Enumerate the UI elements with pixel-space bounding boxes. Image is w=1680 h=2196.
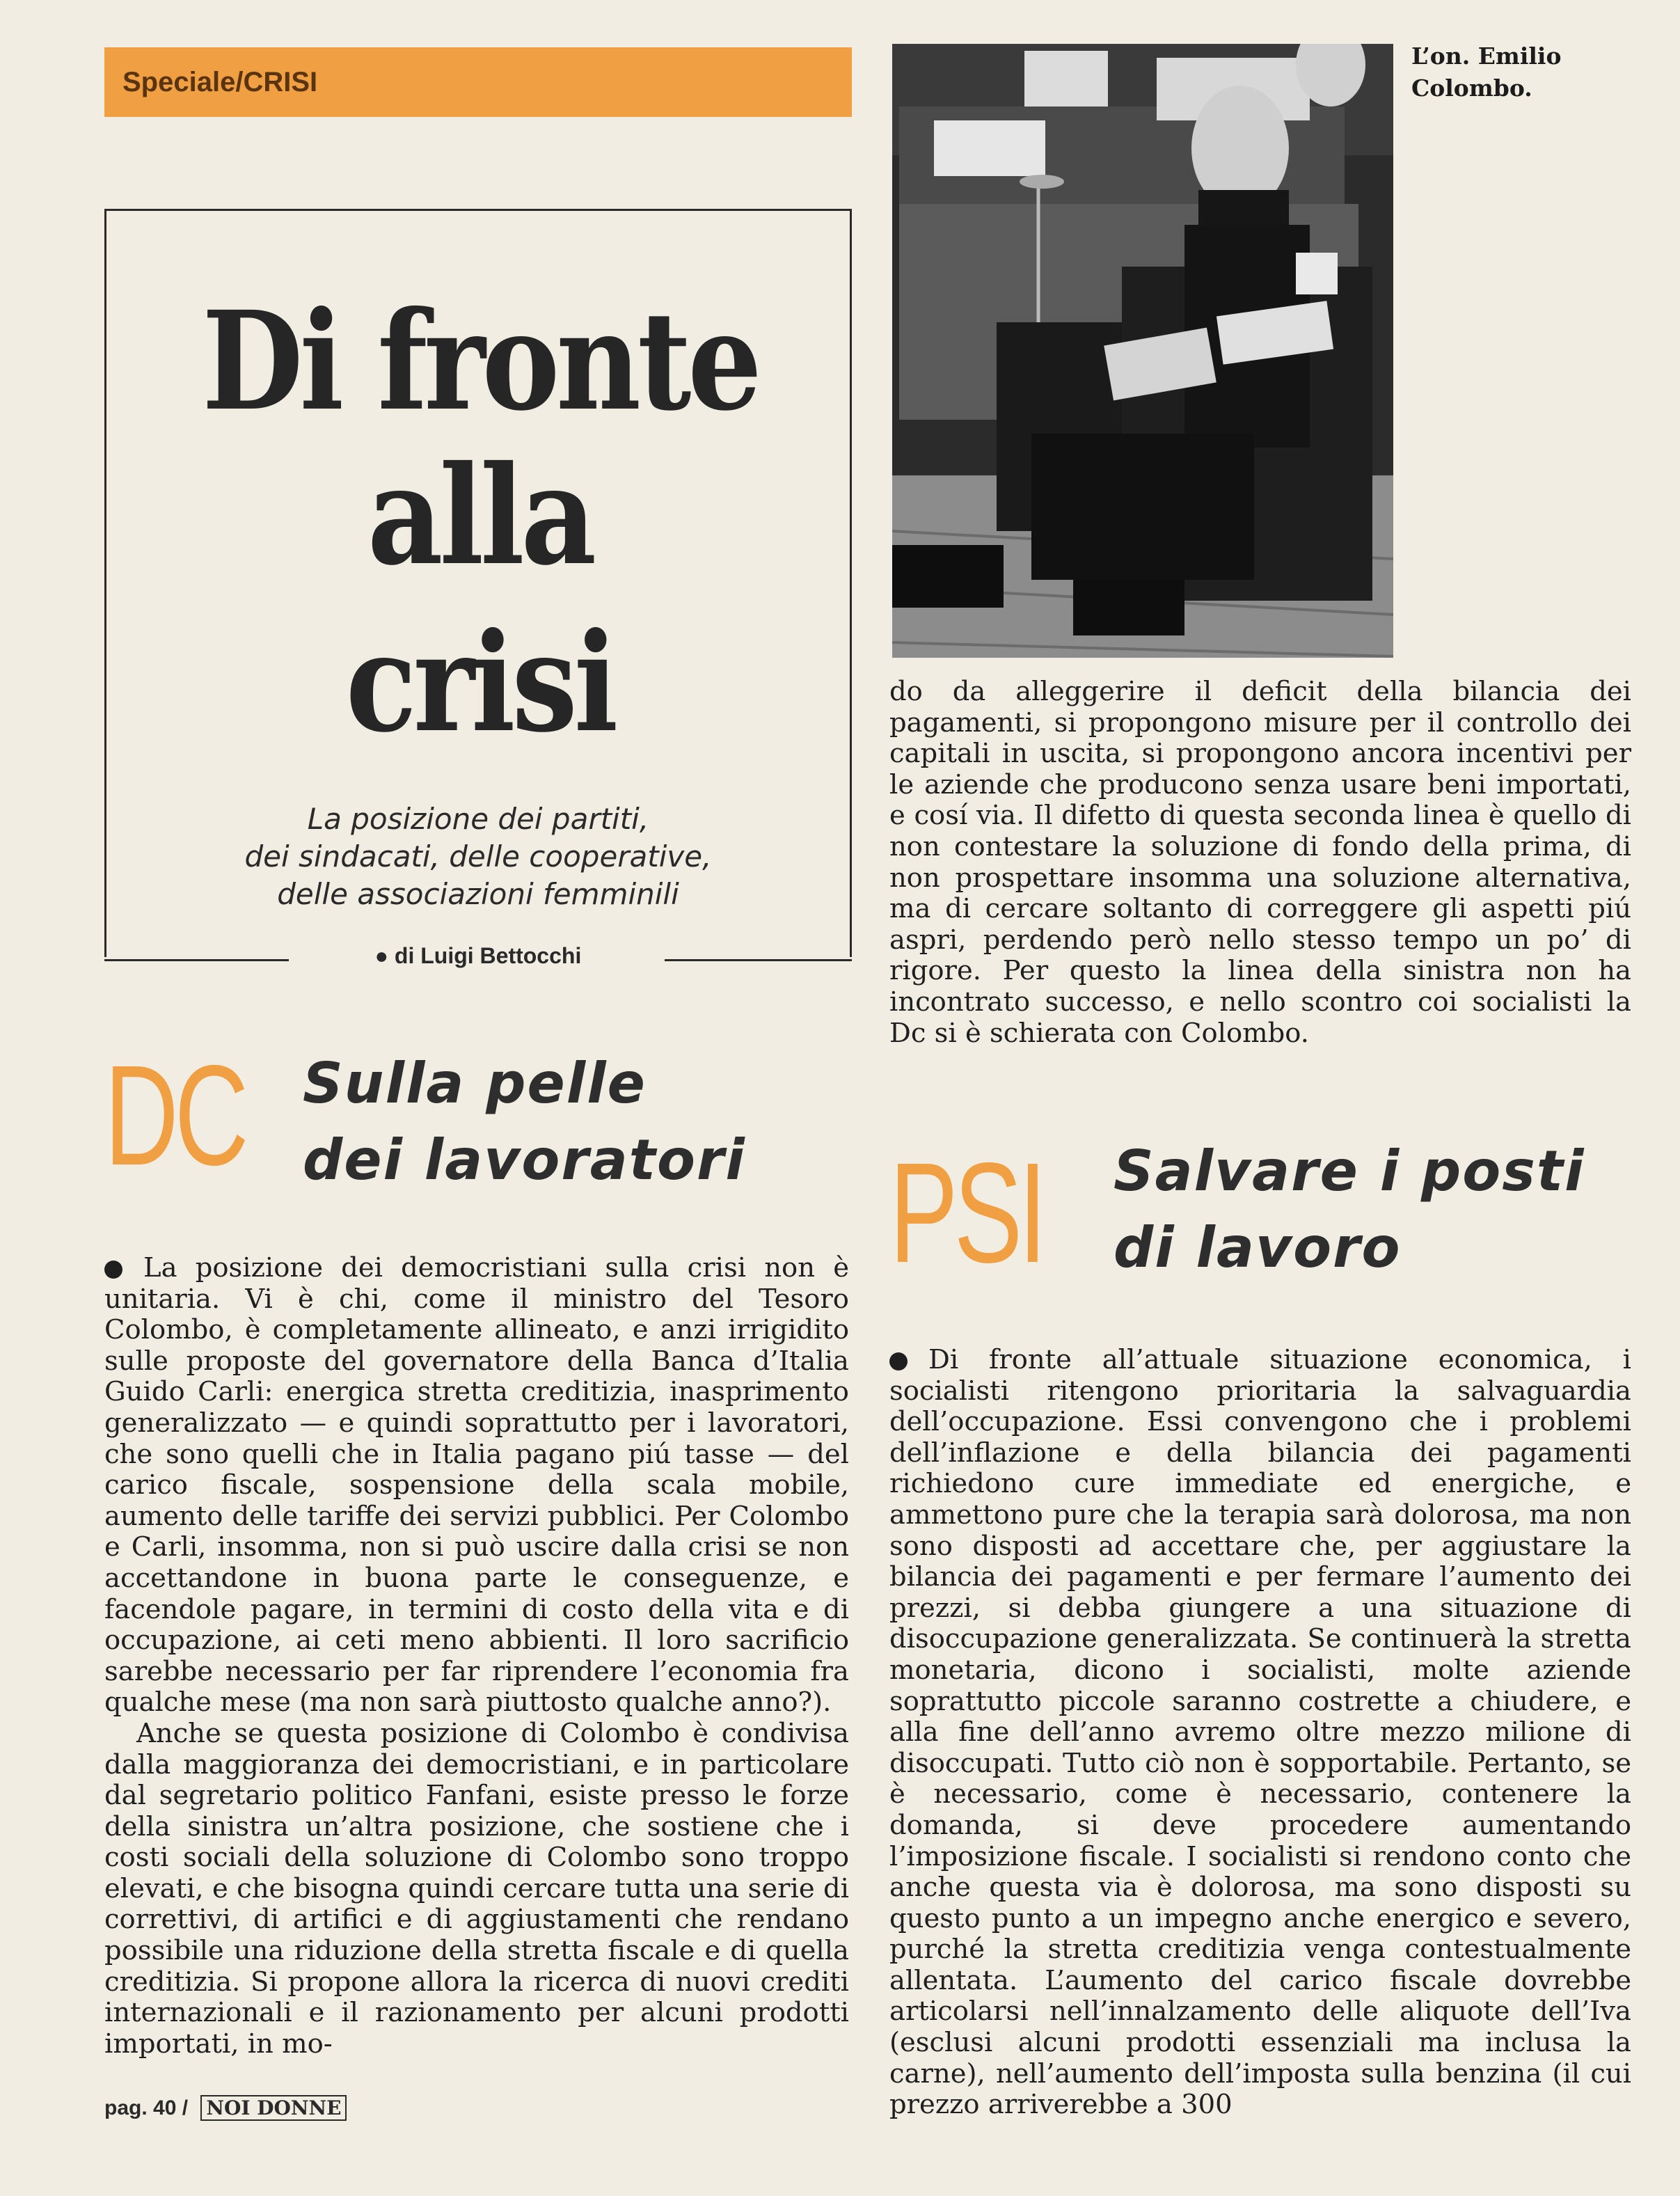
dc-body (104, 1253, 849, 2060)
psi-body (889, 1345, 1631, 2121)
headline-line-1: Di fronte (202, 281, 759, 441)
subtitle (104, 800, 852, 913)
section-banner (104, 47, 852, 117)
bullet-icon (104, 1261, 122, 1279)
subtitle-line-3: delle associazioni femminili (277, 877, 679, 911)
page-number: pag. 40 (104, 2096, 177, 2119)
section-label: Speciale/CRISI (122, 66, 318, 97)
dc-continuation-text: do da alleggerire il deficit della bilancia dei pagamenti, si propongono misure per il controllo dei capitali in uscita, si propongono ancora incentivi per le aziende che producono senza usare beni importati, e cosí via. Il difetto di questa seconda linea è quello di non contestare la soluzione di fondo della prima, di non prospettare insomma una soluzione alternativa, ma di cercare soltanto di correggere gli aspetti piú aspri, perdendo però nello stesso tempo un po’ di rigore. Per questo la linea della sinistra non ha incontrato successo, e nello scontro coi socialisti la Dc si è schierata con Colombo. (889, 676, 1631, 1049)
byline: ● di Luigi Bettocchi (374, 943, 582, 968)
psi-big-letters: PSI (889, 1133, 1043, 1293)
dc-title (303, 1045, 746, 1199)
dc-title-line-1: Sulla pelle (303, 1051, 647, 1116)
page-footer (104, 2095, 347, 2121)
footer-separator: / (182, 2096, 189, 2119)
photo-caption-line-2: Colombo. (1411, 74, 1532, 102)
psi-paragraph-1: Di fronte all’attuale situazione economica, i socialisti ritengono prioritaria la salvaguardia dell’occupazione. Essi convengono che i problemi dell’inflazione e della bilancia dei pagamenti richiedono cure immediate ed energiche, e ammettono pure che la terapia sarà dolorosa, ma non sono disposti ad accettare che, per aggiustare la bilancia dei pagamenti e per fermare l’aumento dei prezzi, si debba giungere a una situazione di disoccupazione generalizzata. Se continuerà la stretta monetaria, dicono i socialisti, molte aziende soprattutto piccole saranno costrette a chiudere, e alla fine dell’anno avremo oltre mezzo milione di disoccupati. Tutto ciò non è sopportabile. Pertanto, se è necessario, come è necessario, contenere la domanda, si deve procedere aumentando l’imposizione fiscale. I socialisti si rendono conto che anche questa via è dolorosa, ma sono disposti su questo punto a un impegno anche energico e severo, purché la stretta creditizia venga contestualmente allentata. L’aumento del carico fiscale dovrebbe articolarsi nell’innalzamento delle aliquote dell’Iva (esclusi alcuni prodotti essenziali ma inclusa la carne), nell’aumento dell’imposta sulla benzina (il cui prezzo arriverebbe a 300 (889, 1344, 1631, 2121)
psi-title (1114, 1133, 1585, 1286)
photo-caption-line-1: L’on. Emilio (1411, 42, 1562, 70)
photo-illustration (892, 44, 1393, 658)
bullet-icon (889, 1352, 908, 1370)
dc-paragraph-2: Anche se questa posizione di Colombo è condivisa dalla maggioranza dei democristiani, e in particolare dal segretario politico Fanfani, esiste presso le forze della sinistra un’altra posizione, che sostiene che i costi sociali della soluzione di Colombo sono troppo elevati, e che bisogna quindi cercare tutta una serie di correttivi, di artifici e di aggiustamenti che rendano possibile una riduzione della stretta fiscale e di quella creditizia. Si propone allora la ricerca di nuovi crediti internazionali e il razionamento per alcuni prodotti importati, in mo- (104, 1717, 849, 2060)
dc-big-letters: DC (104, 1036, 245, 1195)
psi-title-line-2: di lavoro (1114, 1215, 1402, 1280)
subtitle-line-1: La posizione dei partiti, (307, 802, 649, 836)
magazine-logo: NOI DONNE (200, 2095, 347, 2121)
dc-title-line-2: dei lavoratori (303, 1128, 746, 1192)
psi-title-line-1: Salvare i posti (1114, 1139, 1585, 1203)
headline-line-3: crisi (345, 603, 615, 762)
dc-body-continuation (889, 677, 1631, 1049)
subtitle-line-2: dei sindacati, delle cooperative, (244, 839, 712, 874)
dc-paragraph-1: La posizione dei democristiani sulla crisi non è unitaria. Vi è chi, come il ministro del Tesoro Colombo, è completamente allineato, e anzi irrigidito sulle proposte del governatore della Banca d’Italia Guido Carli: energica stretta creditizia, inasprimento generalizzato — e quindi soprattutto per i lavoratori, che sono quelli che in Italia pagano piú tasse — del carico fiscale, sospensione della scala mobile, aumento delle tariffe dei servizi pubblici. Per Colombo e Carli, insomma, non si può uscire dalla crisi se non accettandone in buona parte le conseguenze, e facendole pagare, in termini di costo della vita e di occupazione, ai ceti meno abbienti. Il loro sacrificio sarebbe necessario per far riprendere l’economia fra qualche mese (ma non sarà piuttosto qualche anno?). (104, 1252, 849, 1719)
headline-line-2: alla (367, 436, 594, 595)
photo-caption (1411, 40, 1641, 104)
photo-emilio-colombo (892, 44, 1393, 658)
